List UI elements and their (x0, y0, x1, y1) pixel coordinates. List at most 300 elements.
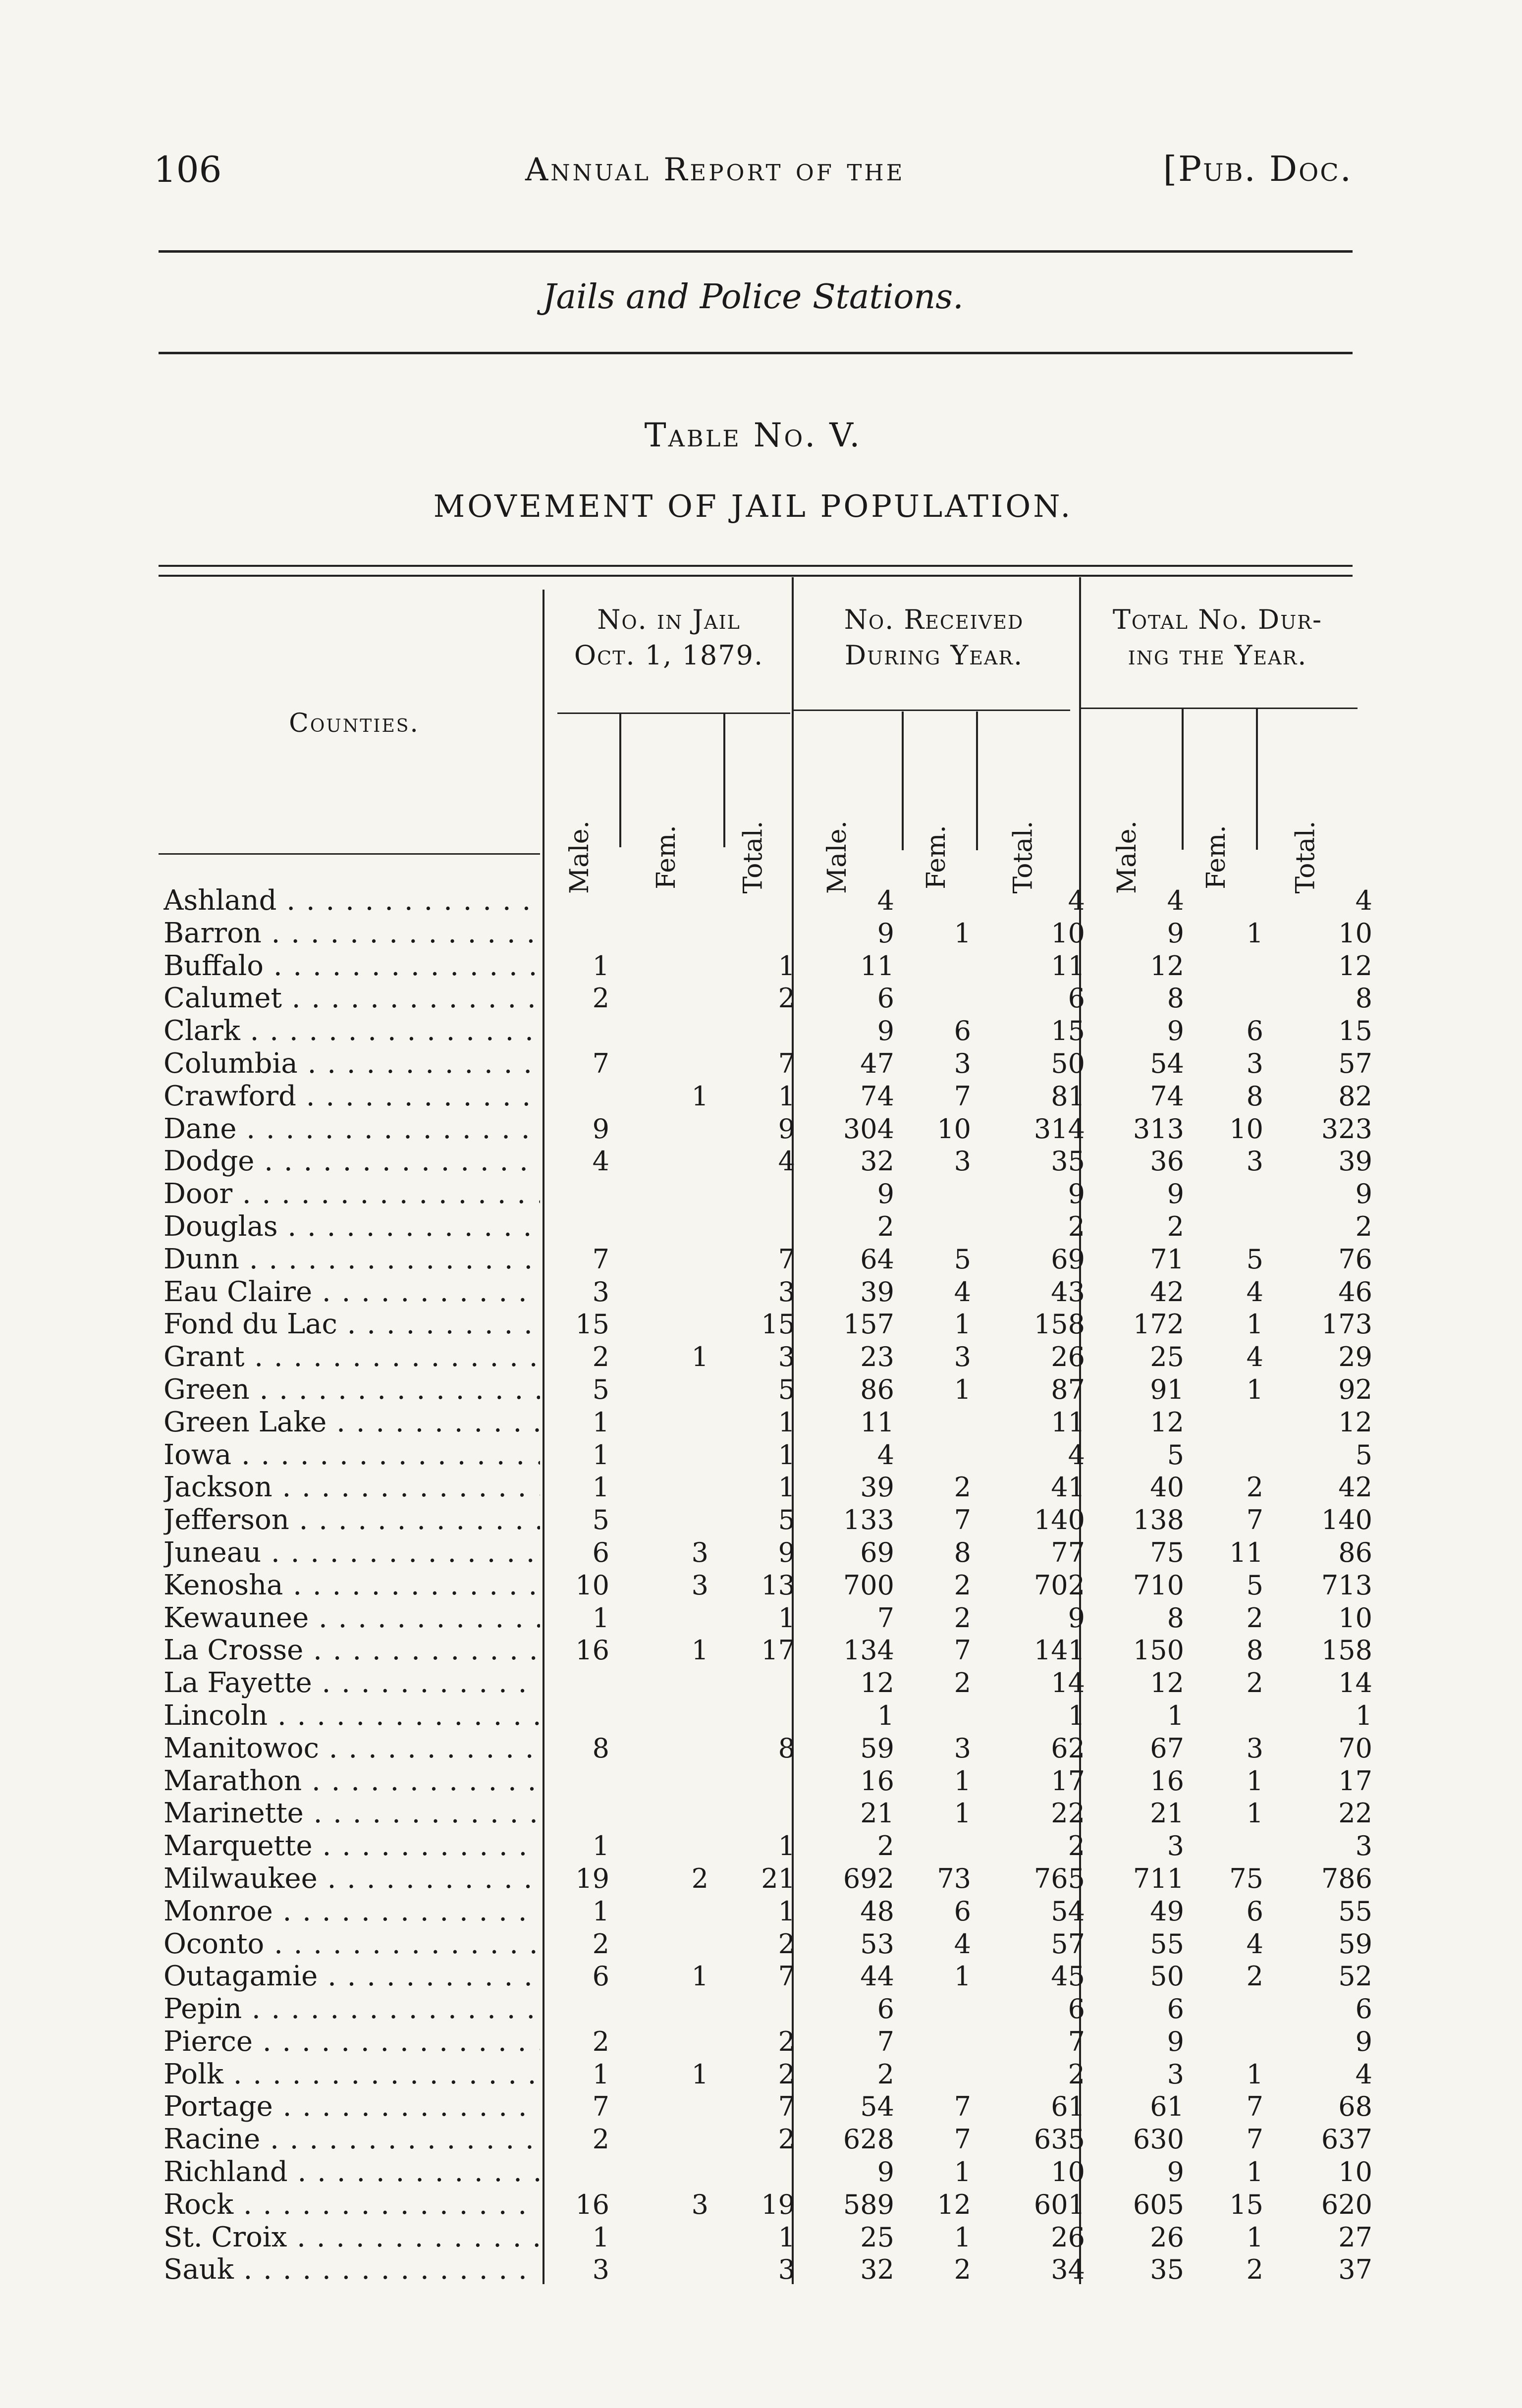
county-name: Douglas . . . (163, 1210, 540, 1243)
table-cell: 7 (1068, 2025, 1085, 2057)
table-row (163, 1275, 1372, 1309)
table-cell: 140 (1321, 1504, 1372, 1536)
table-cell: 3 (954, 1146, 971, 1177)
table-cell: 3 (691, 1569, 708, 1601)
table-cell: 313 (1133, 1113, 1184, 1145)
table-cell: 57 (1051, 1928, 1085, 1960)
table-cell: 1 (592, 2058, 609, 2090)
table-cell: 8 (1246, 1080, 1263, 1112)
table-cell: 91 (1150, 1373, 1184, 1405)
table-cell: 5 (1246, 1243, 1263, 1275)
table-cell: 1 (691, 1341, 708, 1373)
county-name: Grant . . . (163, 1341, 540, 1373)
table-cell: 4 (877, 1439, 894, 1471)
county-name: Kewaunee . . . (163, 1602, 540, 1635)
table-cell: 1 (954, 2221, 971, 2253)
table-cell: 138 (1133, 1504, 1184, 1536)
table-cell: 12 (1338, 950, 1372, 982)
table-cell: 2 (778, 2058, 795, 2090)
table-cell: 2 (954, 1667, 971, 1699)
group-header-received-line2: During Year. (844, 640, 1024, 671)
table-cell: 9 (778, 1536, 795, 1568)
table-cell: 7 (954, 2124, 971, 2155)
table-cell: 10 (575, 1569, 609, 1601)
table-cell: 1 (691, 2058, 708, 2090)
table-cell: 2 (1068, 2058, 1085, 2090)
table-cell: 22 (1338, 1798, 1372, 1829)
table-cell: 314 (1033, 1113, 1085, 1145)
table-rule-top-2 (159, 575, 1353, 577)
table-row (163, 1732, 1372, 1765)
table-cell: 6 (1246, 1895, 1263, 1927)
table-cell: 54 (860, 2091, 894, 2123)
table-cell: 1 (1246, 1798, 1263, 1829)
table-cell: 15 (575, 1309, 609, 1340)
table-cell: 50 (1150, 1961, 1184, 1992)
table-cell: 69 (1051, 1243, 1085, 1275)
table-cell: 2 (954, 1569, 971, 1601)
table-row (163, 949, 1372, 983)
subheader-received-male: Male. (822, 820, 852, 894)
county-name: Oconto . . . (163, 1928, 540, 1961)
table-cell: 37 (1338, 2254, 1372, 2286)
table-cell: 605 (1133, 2189, 1184, 2220)
table-cell: 1 (592, 1830, 609, 1862)
table-row (163, 1634, 1372, 1667)
table-cell: 6 (1068, 983, 1085, 1014)
table-cell: 3 (1355, 1830, 1372, 1862)
table-cell: 8 (1355, 983, 1372, 1014)
group-header-in-jail-line2: Oct. 1, 1879. (574, 640, 764, 671)
table-cell: 4 (778, 1146, 795, 1177)
table-row (163, 1080, 1372, 1113)
table-cell: 67 (1150, 1732, 1184, 1764)
table-cell: 73 (937, 1862, 971, 1894)
table-cell: 4 (1355, 885, 1372, 916)
table-cell: 601 (1033, 2189, 1085, 2220)
county-name: St. Croix . . . (163, 2221, 540, 2254)
document-label: [Pub. Doc. (1163, 149, 1353, 189)
table-row (163, 2221, 1372, 2254)
county-name: Marquette . . . (163, 1830, 540, 1862)
table-cell: 7 (592, 1047, 609, 1079)
table-cell: 8 (778, 1732, 795, 1764)
table-cell: 39 (1338, 1146, 1372, 1177)
table-cell: 9 (1167, 917, 1184, 949)
table-cell: 39 (860, 1472, 894, 1503)
table-cell: 1 (592, 1439, 609, 1471)
table-cell: 3 (592, 2254, 609, 2286)
table-cell: 6 (954, 1015, 971, 1047)
table-cell: 23 (860, 1341, 894, 1373)
table-cell: 5 (592, 1373, 609, 1405)
table-cell: 9 (877, 1015, 894, 1047)
table-cell: 7 (592, 2091, 609, 2123)
table-cell: 17 (1051, 1765, 1085, 1797)
county-name: Kenosha . . . (163, 1569, 540, 1602)
table-cell: 17 (1338, 1765, 1372, 1797)
table-cell: 15 (1229, 2189, 1263, 2220)
county-name: Portage . . . (163, 2090, 540, 2123)
col-divider-injail-2 (723, 713, 725, 847)
table-cell: 9 (1068, 1602, 1085, 1634)
table-cell: 2 (877, 1830, 894, 1862)
table-cell: 5 (1355, 1439, 1372, 1471)
table-cell: 35 (1051, 1146, 1085, 1177)
county-name: Pepin . . . (163, 1993, 540, 2025)
county-name: Green . . . (163, 1373, 540, 1406)
table-cell: 32 (860, 2254, 894, 2286)
table-cell: 54 (1051, 1895, 1085, 1927)
table-cell: 4 (877, 885, 894, 916)
table-cell: 12 (1150, 950, 1184, 982)
table-cell: 2 (778, 2124, 795, 2155)
county-name: Lincoln . . . (163, 1699, 540, 1732)
table-cell: 620 (1321, 2189, 1372, 2220)
table-cell: 1 (1246, 1373, 1263, 1405)
table-cell: 1 (778, 1602, 795, 1634)
table-cell: 1 (592, 1472, 609, 1503)
table-cell: 3 (1246, 1146, 1263, 1177)
table-cell: 81 (1051, 1080, 1085, 1112)
table-cell: 7 (1246, 1504, 1263, 1536)
table-cell: 55 (1150, 1928, 1184, 1960)
table-row (163, 1536, 1372, 1569)
table-cell: 10 (1051, 917, 1085, 949)
group-underline-2 (793, 710, 1070, 711)
table-cell: 2 (877, 2058, 894, 2090)
table-cell: 10 (1338, 2156, 1372, 2188)
county-name: Fond du Lac . . . (163, 1308, 540, 1341)
table-row (163, 1243, 1372, 1276)
table-cell: 14 (1051, 1667, 1085, 1699)
subheader-total-male: Male. (1112, 820, 1142, 894)
table-cell: 1 (592, 2221, 609, 2253)
table-cell: 1 (592, 1895, 609, 1927)
table-cell: 765 (1033, 1862, 1085, 1894)
table-cell: 35 (1150, 2254, 1184, 2286)
table-cell: 158 (1033, 1309, 1085, 1340)
table-cell: 49 (1150, 1895, 1184, 1927)
table-cell: 1 (1246, 1765, 1263, 1797)
table-cell: 4 (1355, 2058, 1372, 2090)
county-name: Pierce . . . (163, 2025, 540, 2058)
table-cell: 9 (877, 2156, 894, 2188)
subheader-injail-male: Male. (565, 820, 595, 894)
table-cell: 8 (1246, 1635, 1263, 1666)
table-row (163, 1504, 1372, 1536)
table-cell: 1 (1167, 1699, 1184, 1731)
table-cell: 134 (843, 1635, 894, 1666)
table-cell: 1 (778, 1895, 795, 1927)
table-cell: 1 (778, 1406, 795, 1438)
table-row (163, 1993, 1372, 2025)
table-cell: 42 (1150, 1276, 1184, 1308)
table-cell: 86 (1338, 1536, 1372, 1568)
table-cell: 75 (1150, 1536, 1184, 1568)
table-cell: 9 (778, 1113, 795, 1145)
table-cell: 59 (1338, 1928, 1372, 1960)
table-cell: 7 (877, 1602, 894, 1634)
county-name: Calumet . . . (163, 982, 540, 1015)
table-cell: 6 (592, 1536, 609, 1568)
table-cell: 1 (691, 1961, 708, 1992)
table-cell: 5 (778, 1373, 795, 1405)
table-cell: 69 (860, 1536, 894, 1568)
table-cell: 9 (592, 1113, 609, 1145)
table-cell: 3 (1167, 2058, 1184, 2090)
table-cell: 6 (877, 1993, 894, 2025)
table-cell: 64 (860, 1243, 894, 1275)
table-cell: 61 (1051, 2091, 1085, 2123)
table-row (163, 2253, 1372, 2286)
table-cell: 25 (1150, 1341, 1184, 1373)
table-cell: 172 (1133, 1309, 1184, 1340)
subheader-received-total: Total. (1008, 821, 1038, 894)
county-name: Sauk . . . (163, 2253, 540, 2286)
table-cell: 2 (1246, 1667, 1263, 1699)
table-cell: 47 (860, 1047, 894, 1079)
table-cell: 1 (954, 1765, 971, 1797)
table-cell: 12 (1150, 1406, 1184, 1438)
table-cell: 2 (1068, 1830, 1085, 1862)
table-cell: 21 (761, 1862, 795, 1894)
county-name: Outagamie . . . (163, 1960, 540, 1993)
table-cell: 1 (954, 917, 971, 949)
table-cell: 3 (592, 1276, 609, 1308)
table-cell: 2 (1246, 1602, 1263, 1634)
table-cell: 42 (1338, 1472, 1372, 1503)
table-cell: 9 (1167, 2156, 1184, 2188)
table-cell: 16 (575, 2189, 609, 2220)
table-cell: 2 (691, 1862, 708, 1894)
table-cell: 4 (592, 1146, 609, 1177)
table-cell: 6 (877, 983, 894, 1014)
col-divider-total-1 (1182, 709, 1184, 850)
table-cell: 4 (954, 1276, 971, 1308)
table-row (163, 1015, 1372, 1047)
table-cell: 15 (1051, 1015, 1085, 1047)
page-number: 106 (154, 149, 222, 190)
table-row (163, 884, 1372, 917)
table-cell: 54 (1150, 1047, 1184, 1079)
table-cell: 22 (1051, 1798, 1085, 1829)
table-row (163, 1667, 1372, 1699)
group-header-total (1078, 602, 1358, 673)
county-name: Richland . . . (163, 2156, 540, 2189)
table-cell: 6 (1355, 1993, 1372, 2025)
running-title: Annual Report of the (525, 152, 905, 188)
table-cell: 1 (778, 1080, 795, 1112)
table-row (163, 1406, 1372, 1439)
table-cell: 9 (877, 917, 894, 949)
table-cell: 10 (1338, 1602, 1372, 1634)
county-name: Clark . . . (163, 1015, 540, 1047)
table-cell: 3 (954, 1047, 971, 1079)
county-name: Green Lake . . . (163, 1406, 540, 1439)
header-bottom-rule (159, 853, 540, 855)
table-cell: 2 (778, 983, 795, 1014)
table-cell: 5 (592, 1504, 609, 1536)
county-name: Manitowoc . . . (163, 1732, 540, 1765)
table-cell: 2 (877, 1210, 894, 1242)
county-name: Polk . . . (163, 2058, 540, 2091)
table-cell: 29 (1338, 1341, 1372, 1373)
table-cell: 14 (1338, 1667, 1372, 1699)
table-cell: 786 (1321, 1862, 1372, 1894)
table-cell: 13 (761, 1569, 795, 1601)
table-cell: 61 (1150, 2091, 1184, 2123)
col-divider-total-2 (1256, 709, 1258, 850)
table-cell: 713 (1321, 1569, 1372, 1601)
county-name: Dodge . . . (163, 1145, 540, 1178)
table-cell: 44 (860, 1961, 894, 1992)
table-row (163, 1178, 1372, 1210)
table-cell: 11 (860, 1406, 894, 1438)
table-cell: 1 (691, 1080, 708, 1112)
table-row (163, 1373, 1372, 1406)
county-name: Ashland . . . (163, 884, 540, 917)
table-cell: 86 (860, 1373, 894, 1405)
table-cell: 87 (1051, 1373, 1085, 1405)
table-cell: 1 (778, 1830, 795, 1862)
table-row (163, 1210, 1372, 1243)
table-row (163, 1438, 1372, 1472)
table-row (163, 1569, 1372, 1602)
table-cell: 11 (1229, 1536, 1263, 1568)
table-cell: 7 (877, 2025, 894, 2057)
table-cell: 10 (1229, 1113, 1263, 1145)
table-cell: 59 (860, 1732, 894, 1764)
table-row (163, 1927, 1372, 1961)
table-cell: 75 (1229, 1862, 1263, 1894)
table-cell: 157 (843, 1309, 894, 1340)
table-cell: 4 (1068, 1439, 1085, 1471)
table-cell: 2 (1246, 1961, 1263, 1992)
table-cell: 7 (954, 1080, 971, 1112)
table-cell: 140 (1033, 1504, 1085, 1536)
table-cell: 1 (954, 1798, 971, 1829)
table-cell: 26 (1051, 1341, 1085, 1373)
table-cell: 7 (778, 1047, 795, 1079)
table-cell: 4 (1068, 885, 1085, 916)
group-header-received-line1: No. Received (844, 604, 1024, 635)
table-cell: 1 (592, 950, 609, 982)
table-cell: 4 (1246, 1276, 1263, 1308)
table-row (163, 1047, 1372, 1080)
county-name: Crawford . . . (163, 1080, 540, 1113)
table-cell: 55 (1338, 1895, 1372, 1927)
county-name: Columbia . . . (163, 1047, 540, 1080)
table-cell: 2 (954, 2254, 971, 2286)
county-name: Milwaukee . . . (163, 1862, 540, 1895)
subheader-total-total: Total. (1291, 821, 1321, 894)
group-header-received (793, 602, 1075, 673)
table-cell: 133 (843, 1504, 894, 1536)
table-cell: 3 (954, 1341, 971, 1373)
counties-header: Counties. (289, 709, 420, 738)
table-cell: 2 (778, 1928, 795, 1960)
table-cell: 7 (954, 1635, 971, 1666)
table-row (163, 1764, 1372, 1798)
table-cell: 2 (592, 1928, 609, 1960)
table-cell: 9 (1355, 2025, 1372, 2057)
group-header-in-jail-line1: No. in Jail (597, 604, 741, 635)
table-cell: 12 (1150, 1667, 1184, 1699)
table-cell: 15 (1338, 1015, 1372, 1047)
table-cell: 2 (1246, 1472, 1263, 1503)
table-row (163, 1699, 1372, 1732)
table-cell: 3 (1246, 1047, 1263, 1079)
table-cell: 702 (1033, 1569, 1085, 1601)
table-cell: 7 (778, 2091, 795, 2123)
table-cell: 39 (860, 1276, 894, 1308)
table-cell: 57 (1338, 1047, 1372, 1079)
table-cell: 2 (1246, 2254, 1263, 2286)
subheader-total-fem: Fem. (1201, 825, 1232, 889)
county-name: Rock . . . (163, 2189, 540, 2221)
table-cell: 32 (860, 1146, 894, 1177)
table-cell: 304 (843, 1113, 894, 1145)
table-cell: 141 (1033, 1635, 1085, 1666)
table-cell: 1 (877, 1699, 894, 1731)
group-underline-1 (557, 712, 790, 714)
table-cell: 27 (1338, 2221, 1372, 2253)
table-cell: 71 (1150, 1243, 1184, 1275)
table-cell: 635 (1033, 2124, 1085, 2155)
table-row (163, 1895, 1372, 1928)
table-cell: 7 (778, 1961, 795, 1992)
table-cell: 6 (1246, 1015, 1263, 1047)
table-row (163, 2025, 1372, 2058)
table-cell: 36 (1150, 1146, 1184, 1177)
county-name: Dane . . . (163, 1113, 540, 1146)
county-name: La Crosse . . . (163, 1634, 540, 1667)
table-cell: 2 (778, 2025, 795, 2057)
table-cell: 711 (1133, 1862, 1184, 1894)
table-cell: 9 (1167, 1015, 1184, 1047)
table-row (163, 2188, 1372, 2221)
table-cell: 3 (954, 1732, 971, 1764)
county-name: Buffalo . . . (163, 950, 540, 983)
table-cell: 173 (1321, 1309, 1372, 1340)
county-name: Juneau . . . (163, 1536, 540, 1569)
table-cell: 2 (954, 1602, 971, 1634)
table-cell: 7 (1246, 2091, 1263, 2123)
table-cell: 10 (937, 1113, 971, 1145)
county-name: Marinette . . . (163, 1797, 540, 1830)
county-name: Iowa . . . (163, 1439, 540, 1472)
table-cell: 7 (954, 2091, 971, 2123)
table-cell: 16 (575, 1635, 609, 1666)
table-cell: 1 (592, 1602, 609, 1634)
table-cell: 8 (1167, 983, 1184, 1014)
header-rule-top (159, 250, 1353, 253)
table-cell: 1 (1246, 917, 1263, 949)
table-row (163, 2090, 1372, 2123)
table-cell: 7 (592, 1243, 609, 1275)
table-cell: 2 (592, 983, 609, 1014)
section-title: Jails and Police Stations. (543, 277, 964, 317)
table-cell: 92 (1338, 1373, 1372, 1405)
table-cell: 9 (1355, 1178, 1372, 1210)
table-cell: 5 (778, 1504, 795, 1536)
county-name: Dunn . . . (163, 1243, 540, 1276)
table-cell: 41 (1051, 1472, 1085, 1503)
table-cell: 158 (1321, 1635, 1372, 1666)
county-name: Jackson . . . (163, 1471, 540, 1504)
county-name: Monroe . . . (163, 1895, 540, 1928)
